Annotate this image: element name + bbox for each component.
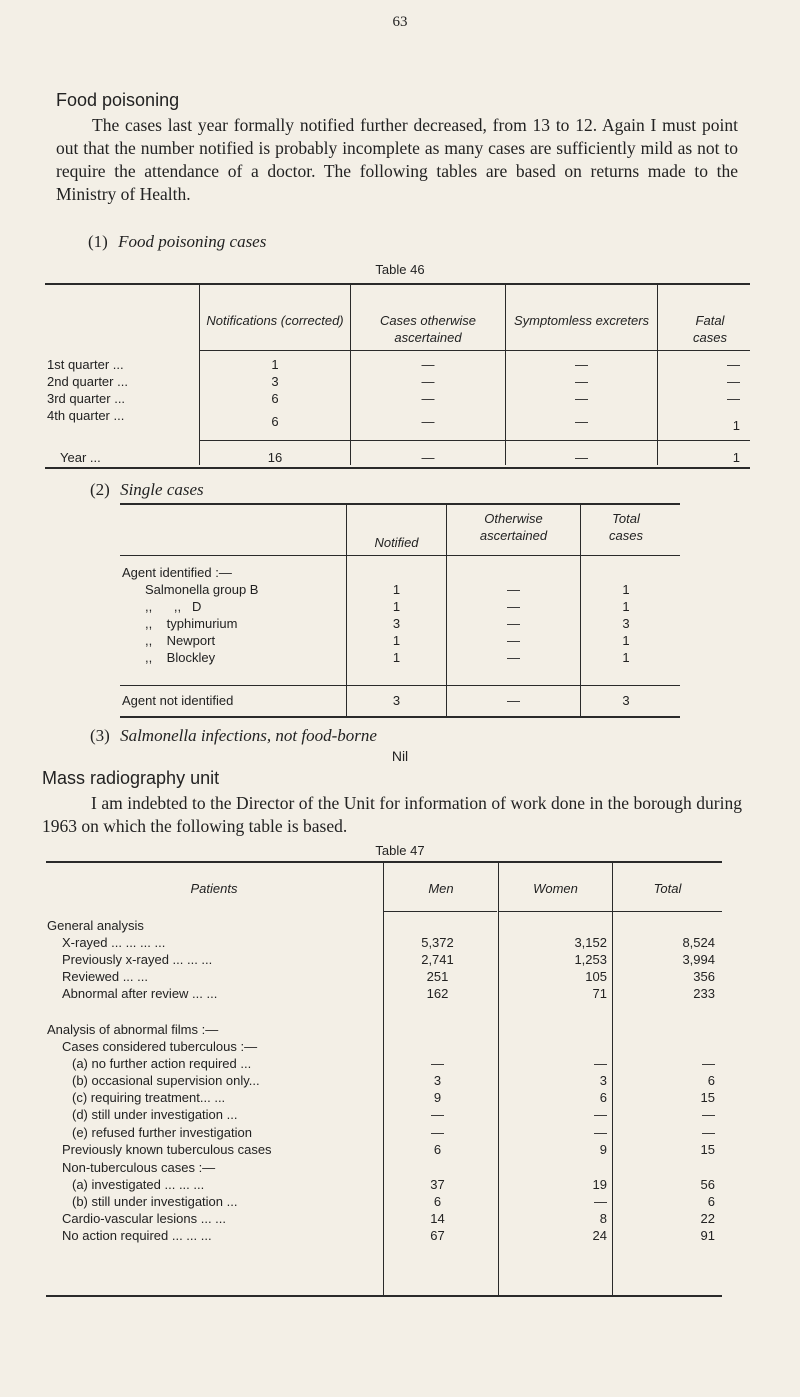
table-cell: 3 [392,693,401,708]
table-cell: — [507,633,520,648]
table-cell: — [575,357,588,372]
row-label: Reviewed ... ... [62,969,148,984]
table-cell: 3 [599,1073,607,1088]
table-cell: 1,253 [574,952,607,967]
col-header-men: Men [428,881,454,896]
row-label: ,, typhimurium [145,616,238,631]
row-label: X-rayed ... ... ... ... [62,935,166,950]
table-cell: 8,524 [682,935,715,950]
table-cell: 6 [599,1090,607,1105]
table-cell: 71 [592,986,607,1001]
subsection-food-poisoning-cases [88,232,266,252]
row-label: 1st quarter ... [47,357,124,372]
table-cell: 24 [592,1228,607,1243]
table-cell: 3 [622,693,630,708]
row-label: (b) occasional supervision only... [72,1073,260,1088]
table-cell: 3 [622,616,630,631]
col-header-women: Women [533,881,578,896]
mass-paragraph: I am indebted to the Director of the Unit for information of work done in the borough during 1963 on which the following table is based. [42,793,742,836]
col-header-fatal: Fatal cases [693,313,727,345]
row-label: Previously known tuberculous cases [62,1142,272,1157]
row-label: Previously x-rayed ... ... ... [62,952,213,967]
table-cell: — [421,357,435,372]
col-header-notifications: Notifications (corrected) [206,313,344,328]
row-label: ,, Newport [145,633,216,648]
table-cell: 356 [693,969,715,984]
row-label: (e) refused further investigation [72,1125,252,1140]
row-label: 4th quarter ... [47,408,125,423]
table-cell: 67 [430,1228,445,1243]
table-cell: — [431,1056,444,1071]
table-cell: 1 [271,357,279,372]
table-cell: — [507,582,520,597]
table-cell: 3,152 [574,935,607,950]
col-header-notified: Notified [374,535,419,550]
row-label: 3rd quarter ... [47,391,126,406]
table-46-caption: Table 46 [375,262,425,277]
table-cell: — [507,693,520,708]
table-cell: — [431,1107,444,1122]
table-cell: — [421,414,435,429]
row-label: (a) investigated ... ... ... [72,1177,205,1192]
row-label-year: Year ... [60,450,101,465]
table-cell: — [575,414,588,429]
table-cell: 5,372 [421,935,454,950]
subsection-number: (2) [90,480,110,499]
col-header-patients: Patients [190,881,238,896]
salmonella-value: Nil [391,748,409,764]
table-cell: — [702,1125,715,1140]
subsection-salmonella-infections [90,726,377,746]
table-cell: — [594,1194,607,1209]
table-cell: — [507,616,520,631]
table-cell: 1 [622,633,630,648]
table-cell: — [594,1125,607,1140]
section-heading-food-poisoning: Food poisoning [56,90,180,110]
table-cell: — [727,357,740,372]
table-cell: 1 [392,633,401,648]
table-cell: 15 [700,1142,715,1157]
table-cell: 3 [271,374,279,389]
table-cell: 9 [599,1142,607,1157]
col-header-total: Total [653,881,682,896]
table-cell: 1 [392,599,401,614]
table-cell: 1 [622,599,630,614]
table-cell: 251 [426,969,449,984]
col-header-total: Total cases [609,511,643,543]
row-label-agent-not-identified: Agent not identified [122,693,234,708]
row-label: Salmonella group B [145,582,259,597]
subsection-number: (3) [90,726,110,745]
subsection-number: (1) [88,232,108,251]
table-cell: — [702,1056,715,1071]
group-label-agent-identified: Agent identified :— [122,565,232,580]
table-cell: — [507,650,520,665]
row-label: Analysis of abnormal films :— [47,1022,219,1037]
col-header-cases-otherwise: Cases otherwise ascertained [379,313,477,345]
table-cell: 91 [700,1228,715,1243]
row-label: Non-tuberculous cases :— [62,1160,216,1175]
subsection-title: Food poisoning cases [118,232,267,251]
table-cell: 9 [433,1090,442,1105]
row-label: (d) still under investigation ... [72,1107,238,1122]
table-cell: 16 [267,450,283,465]
table-cell: — [575,450,588,465]
table-cell: 1 [392,650,401,665]
table-cell: 162 [426,986,449,1001]
table-cell: 2,741 [421,952,454,967]
table-cell: — [421,450,435,465]
row-label: (c) requiring treatment... ... [72,1090,226,1105]
table-cell: — [421,374,435,389]
table-cell: 6 [433,1142,442,1157]
table-cell: — [727,391,740,406]
section-heading-mass-radiography: Mass radiography unit [42,768,220,788]
table-cell: 1 [622,650,630,665]
row-label: No action required ... ... ... [62,1228,212,1243]
col-header-otherwise: Otherwise ascertained [479,511,548,543]
table-cell: — [421,391,435,406]
row-label: ,, Blockley [145,650,216,665]
table-cell: 6 [271,414,279,429]
row-label: (b) still under investigation ... [72,1194,238,1209]
table-cell: 6 [433,1194,442,1209]
table-cell: 1 [622,582,630,597]
table-cell: 1 [732,418,740,433]
subsection-single-cases [90,480,204,500]
table-cell: 1 [392,582,401,597]
table-cell: 19 [592,1177,607,1192]
table-cell: 56 [700,1177,715,1192]
subsection-title: Salmonella infections, not food-borne [120,726,377,745]
table-cell: 105 [585,969,607,984]
table-cell: — [507,599,520,614]
intro-paragraph: The cases last year formally notified further decreased, from 13 to 12. Again I must point out that the number notified is probably incomplete as many cases are sufficiently mild as not to require the attendance of a doctor. The following tables are based on returns made to the Ministry of Health. [56,115,738,204]
table-cell: 14 [430,1211,445,1226]
table-cell: 1 [732,450,740,465]
table-cell: — [575,391,588,406]
table-cell: — [727,374,740,389]
table-cell: 37 [430,1177,445,1192]
row-label: General analysis [47,918,144,933]
subsection-title: Single cases [120,480,204,499]
table-cell: 8 [599,1211,607,1226]
table-cell: 15 [700,1090,715,1105]
row-label: Cardio-vascular lesions ... ... [62,1211,227,1226]
table-cell: 3,994 [682,952,715,967]
row-label: Cases considered tuberculous :— [62,1039,258,1054]
table-cell: 3 [392,616,401,631]
table-47-caption: Table 47 [375,843,425,858]
table-cell: 22 [700,1211,715,1226]
table-cell: 6 [707,1194,715,1209]
page-number: 63 [392,14,408,30]
row-label: 2nd quarter ... [47,374,128,389]
table-cell: — [431,1125,444,1140]
table-cell: 6 [707,1073,715,1088]
table-cell: 233 [693,986,715,1001]
table-cell: — [594,1056,607,1071]
table-cell: 6 [271,391,279,406]
table-cell: — [575,374,588,389]
row-label: ,, ,, D [145,599,202,614]
table-cell: — [702,1107,715,1122]
row-label: Abnormal after review ... ... [62,986,218,1001]
col-header-symptomless: Symptomless excreters [513,313,650,328]
row-label: (a) no further action required ... [72,1056,252,1071]
table-cell: — [594,1107,607,1122]
table-cell: 3 [433,1073,442,1088]
